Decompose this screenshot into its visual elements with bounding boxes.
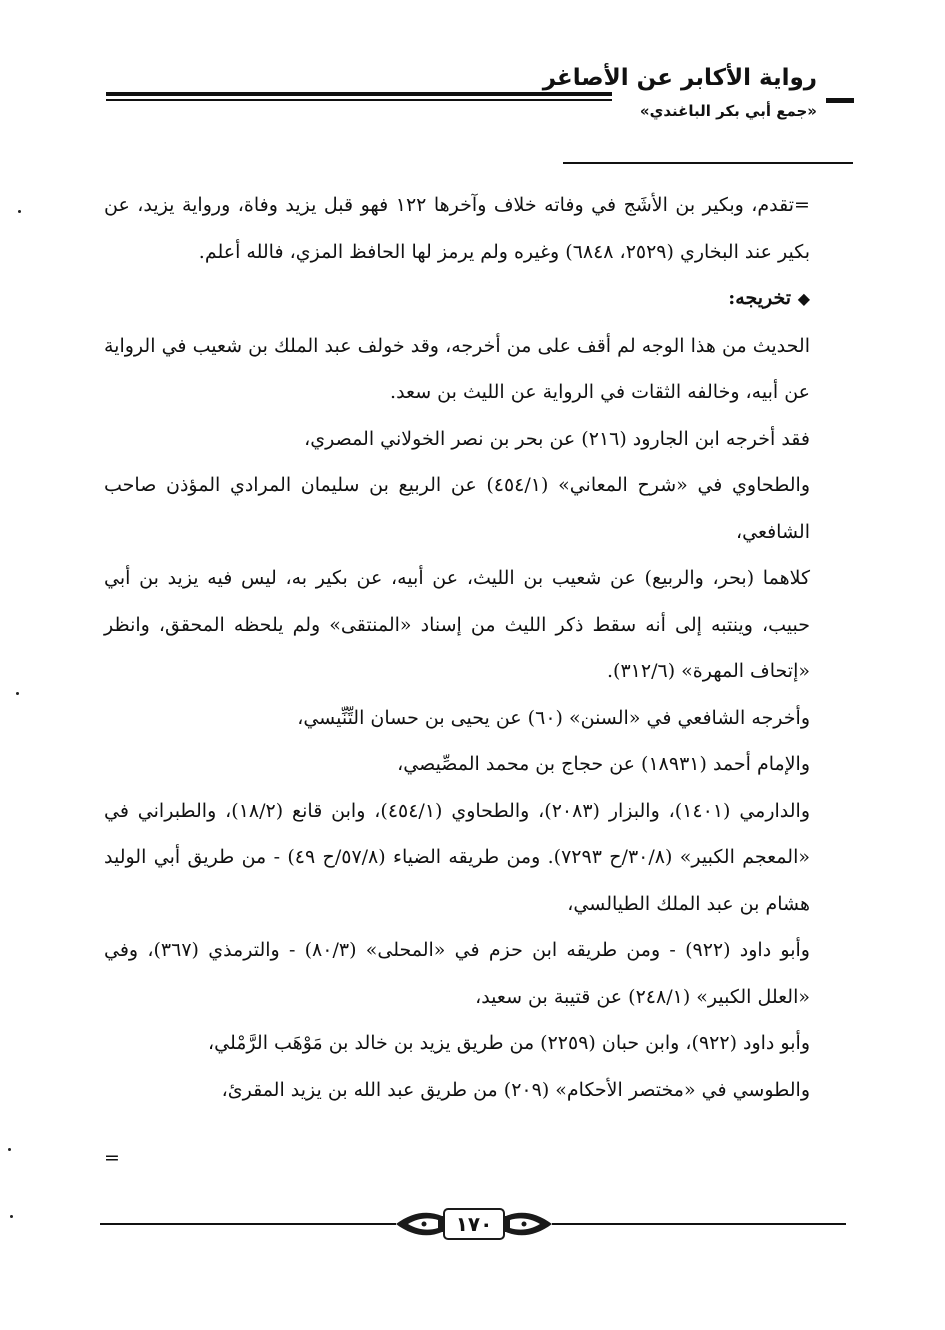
paragraph: والدارمي (١٤٠١)، والبزار (٢٠٨٣)، والطحاوي (٤٥٤/١)، وابن قانع (١٨/٢)، والطبراني في «المعجم الكبير» (٣٠/٨/ح ٧٢٩٣). ومن طريقه الضياء (٥٧/٨/ح ٤٩) - من طريق أبي الوليد هشام بن عبد الملك الطيالسي، bbox=[104, 799, 811, 915]
scan-speck bbox=[16, 692, 19, 695]
paragraph: والطحاوي في «شرح المعاني» (٤٥٤/١) عن الربيع بن سليمان المرادي المؤذن صاحب الشافعي، bbox=[104, 474, 810, 543]
section-heading bbox=[104, 275, 810, 323]
paragraph: فقد أخرجه ابن الجارود (٢١٦) عن بحر بن نصر الخولاني المصري، bbox=[304, 427, 810, 450]
header-rule-thick bbox=[106, 92, 612, 96]
continuation-mark: = bbox=[104, 1147, 120, 1169]
paragraph: والطوسي في «مختصر الأحكام» (٢٠٩) من طريق عبد الله بن يزيد المقرئ، bbox=[221, 1078, 810, 1101]
scan-speck bbox=[18, 210, 21, 213]
diamond-bullet-icon: ◆ bbox=[797, 289, 810, 308]
running-header-subtitle: «جمع أبي بكر الباغندي» bbox=[639, 102, 817, 120]
paragraph: وأبو داود (٩٢٢) - ومن طريقه ابن حزم في «المحلى» (٨٠/٣) - والترمذي (٣٦٧)، وفي «العلل الكبير» (٢٤٨/١) عن قتيبة بن سعيد، bbox=[104, 939, 810, 1008]
paragraph: =تقدم، وبكير بن الأشَج في وفاته خلاف وآخرها ١٢٢ فهو قبل يزيد وفاة، ورواية يزيد، عن بكير عند البخاري (٢٥٢٩، ٦٨٤٨) وغيره ولم يرمز لها الحافظ المزي، فالله أعلم. bbox=[104, 194, 810, 263]
scan-speck bbox=[8, 1148, 11, 1151]
header-mark bbox=[826, 98, 854, 103]
paragraph: وأخرجه الشافعي في «السنن» (٦٠) عن يحيى بن حسان التِّنِّيسي، bbox=[297, 706, 810, 729]
footer-rule-right bbox=[552, 1223, 846, 1225]
paragraph: كلاهما (بحر، والربيع) عن شعيب بن الليث، عن أبيه، عن بكير به، ليس فيه يزيد بن أبي حبيب، وينتبه إلى أنه سقط ذكر الليث من إسناد «المنتقى» ولم يلحظه المحقق، وانظر «إتحاف المهرة» (٣١٢/٦). bbox=[104, 567, 810, 682]
header-rule-thin bbox=[106, 99, 612, 101]
page-number: ١٧٠ bbox=[455, 1212, 493, 1236]
heading-text: تخريجه: bbox=[728, 287, 792, 309]
paragraph: وأبو داود (٩٢٢)، وابن حبان (٢٢٥٩) من طريق يزيد بن خالد بن مَوْهَب الرَّمْلي، bbox=[207, 1032, 810, 1054]
body-text bbox=[104, 182, 810, 1113]
paragraph: الحديث من هذا الوجه لم أقف على من أخرجه، وقد خولف عبد الملك بن شعيب في الرواية عن أبيه، وخالفه الثقات في الرواية عن الليث بن سعد. bbox=[104, 334, 810, 403]
footnote-separator bbox=[563, 162, 853, 164]
paragraph: والإمام أحمد (١٨٩٣١) عن حجاج بن محمد المصِّيصي، bbox=[397, 753, 810, 775]
running-header-title: رواية الأكابر عن الأصاغر bbox=[542, 65, 817, 91]
scan-speck bbox=[10, 1215, 13, 1218]
footer-rule-left bbox=[100, 1223, 396, 1225]
